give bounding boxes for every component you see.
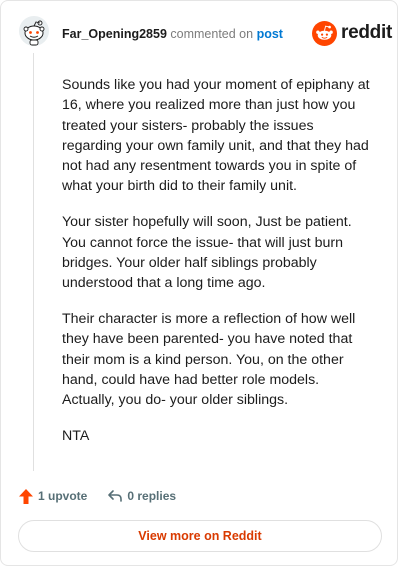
comment-meta (62, 26, 283, 42)
comment-paragraph: Their character is more a reflection of how well they have been parented- you have noted that their mom is a kind person. You, on the other hand, could have had better role models. Actually, you do- your older siblings. (62, 310, 356, 409)
reddit-logo-text: reddit (341, 22, 392, 43)
view-more-button[interactable]: View more on Reddit (18, 520, 382, 552)
upvote-button[interactable] (18, 488, 87, 505)
comment-actions (18, 486, 176, 506)
upvote-count: 1 upvote (38, 489, 88, 503)
post-link[interactable]: post (256, 27, 283, 41)
snoo-avatar-icon[interactable] (19, 16, 49, 46)
username-link[interactable]: Far_Opening2859 (62, 27, 167, 41)
thread-line (33, 53, 34, 471)
comment-body (62, 75, 372, 462)
action-text: commented on (170, 27, 254, 41)
comment-paragraph: Sounds like you had your moment of epiphany at 16, where you realized more than just how you treated your sisters- probably the issues regarding your own family unit, and that they had not had any resentment towards you in spite of what your birth did to their family unit. (62, 77, 370, 195)
comment-paragraph: NTA (62, 427, 90, 444)
comment-header (1, 1, 397, 67)
reddit-logo[interactable] (312, 20, 392, 46)
upvote-arrow-icon (18, 488, 34, 505)
replies-count: 0 replies (127, 489, 177, 503)
comment-paragraph: Your sister hopefully will soon, Just be patient. You cannot force the issue- that will just burn bridges. Your older half siblings probably understood that a long time ago. (62, 214, 352, 292)
replies-button[interactable] (107, 488, 176, 504)
reddit-logo-icon (312, 21, 337, 46)
reply-arrow-icon (107, 488, 123, 504)
